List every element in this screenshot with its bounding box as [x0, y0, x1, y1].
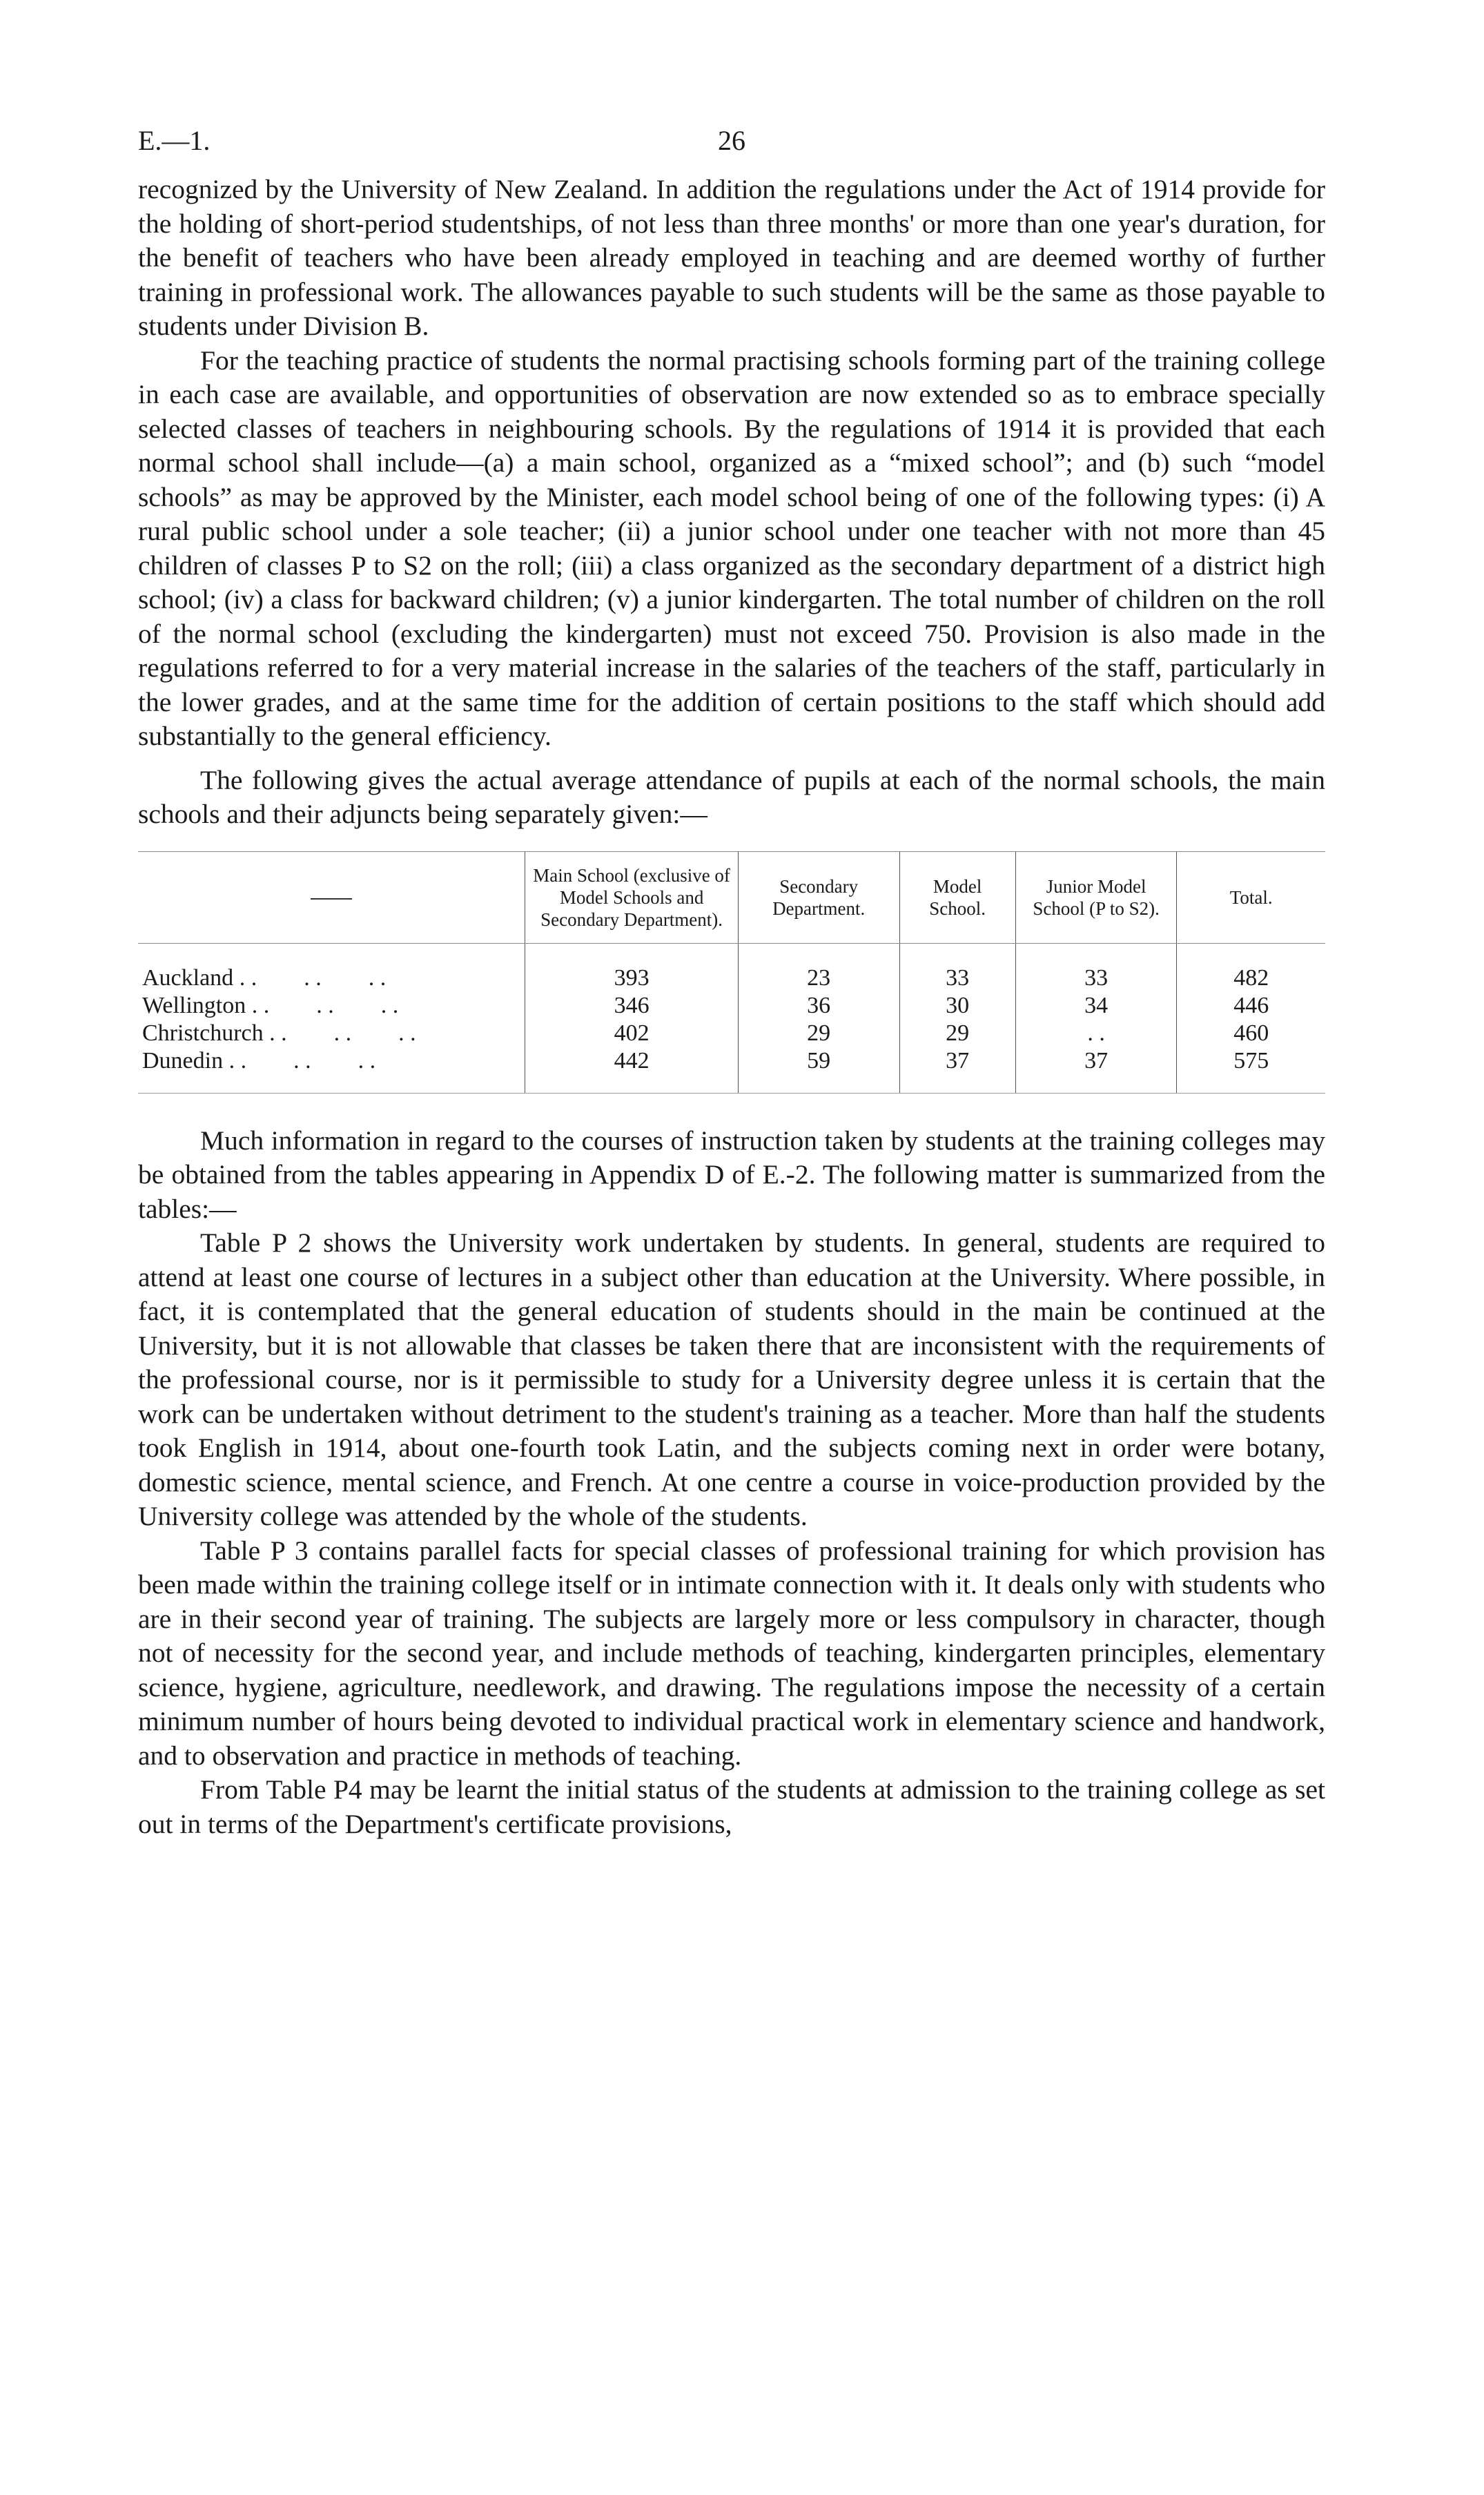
- paragraph-table-p2: Table P 2 shows the University work undertaken by students. In general, students are required to attend at least one course of lectures in a subject other than education at the University. Where possible, in fact, it is contemplated that the general education of students should in the main be continued at the University, but it is not allowable that classes be taken there that are inconsistent with the requirements of the professional course, nor is it permissible to study for a University degree unless it is certain that the work can be undertaken without detriment to the student's training as a teacher. More than half the students took English in 1914, about one-fourth took Latin, and the subjects coming next in order were botany, domestic science, mental science, and French. At one centre a course in voice-production provided by the University college was attended by the whole of the students.: [138, 1227, 1325, 1531]
- document-reference: E.—1.: [138, 125, 211, 156]
- table-row: [138, 992, 1325, 1020]
- row-name: Auckland: [142, 964, 234, 991]
- table-header-row: [138, 851, 1325, 943]
- cell-model: 30: [899, 992, 1015, 1020]
- header-junior: Junior Model School (P to S2).: [1015, 851, 1177, 943]
- cell-total: 482: [1177, 964, 1325, 992]
- cell-secondary: 29: [738, 1020, 899, 1047]
- cell-total: 446: [1177, 992, 1325, 1020]
- row-leader: . . . . . .: [228, 1047, 376, 1074]
- cell-model: 37: [899, 1047, 1015, 1075]
- header-blank: [138, 851, 525, 943]
- row-leader: . . . . . .: [269, 1020, 416, 1046]
- paragraph-table-p3: Table P 3 contains parallel facts for special classes of professional training for which provision has been made within the training college itself or in intimate connection with it. It deals only with students who are in their second year of training. The subjects are largely more or less compulsory in character, though not of necessity for the second year, and include methods of teaching, kindergarten principles, elementary science, hygiene, agriculture, needlework, and drawing. The regulations impose the necessity of a certain minimum number of hours being devoted to individual practical work in elementary science and handwork, and to observation and practice in methods of teaching.: [138, 1535, 1325, 1771]
- header-main-school: Main School (exclusive of Model Schools and Secondary Department).: [525, 851, 738, 943]
- row-leader: . . . . . .: [239, 964, 387, 991]
- row-name: Dunedin: [142, 1047, 224, 1074]
- attendance-table: [138, 851, 1325, 1094]
- cell-secondary: 36: [738, 992, 899, 1020]
- cell-main: 346: [525, 992, 738, 1020]
- header-total: Total.: [1177, 851, 1325, 943]
- cell-junior: 33: [1015, 964, 1177, 992]
- paragraph-studentships: recognized by the University of New Zealand. In addition the regulations under the Act of 1914 provide for the holding of short-period studentships, of not less than three months' or more than one year's duration, for the benefit of teachers who have been already employed in teaching and are deemed worthy of further training in professional work. The allowances payable to such students will be the same as those payable to students under Division B.: [138, 174, 1325, 341]
- header-secondary: Secondary Department.: [738, 851, 899, 943]
- page-header: [138, 117, 1325, 173]
- cell-junior: . .: [1015, 1020, 1177, 1047]
- cell-model: 29: [899, 1020, 1015, 1047]
- cell-junior: 37: [1015, 1047, 1177, 1075]
- cell-main: 393: [525, 964, 738, 992]
- paragraph-courses-intro: Much information in regard to the courses of instruction taken by students at the training colleges may be obtained from the tables appearing in Appendix D of E.-2. The following matter is summarized from the tables:—: [138, 1125, 1325, 1224]
- page-number: 26: [718, 125, 745, 156]
- table-row: [138, 1020, 1325, 1047]
- header-model: Model School.: [899, 851, 1015, 943]
- cell-total: 460: [1177, 1020, 1325, 1047]
- paragraph-attendance-intro: The following gives the actual average attendance of pupils at each of the normal schools, the main schools and their adjuncts being separately given:—: [138, 764, 1325, 829]
- row-name-cell: [138, 1020, 525, 1047]
- row-name: Christchurch: [142, 1020, 264, 1046]
- cell-junior: 34: [1015, 992, 1177, 1020]
- header-dash: [311, 898, 352, 900]
- table-row: [138, 964, 1325, 992]
- paragraph-teaching-practice: For the teaching practice of students the normal practising schools forming part of the training college in each case are available, and opportunities of observation are now extended so as to embrace specially selected classes of teachers in neighbouring schools. By the regulations of 1914 it is provided that each normal school shall include—(a) a main school, organized as a “mixed school”; and (b) such “model schools” as may be approved by the Minister, each model school being of one of the following types: (i) A rural public school under a sole teacher; (ii) a junior school under one teacher with not more than 45 children of classes P to S2 on the roll; (iii) a class organized as the secondary department of a district high school; (iv) a class for backward children; (v) a junior kindergarten. The total number of children on the roll of the normal school (excluding the kindergarten) must not exceed 750. Provision is also made in the regulations referred to for a very material increase in the salaries of the teachers of the staff, particularly in the lower grades, and at the same time for the addition of certain positions to the staff which should add substantially to the general efficiency.: [138, 344, 1325, 751]
- paragraph-table-p4: From Table P4 may be learnt the initial status of the students at admission to the training college as set out in terms of the Department's certificate provisions,: [138, 1774, 1325, 1839]
- cell-secondary: 59: [738, 1047, 899, 1075]
- row-name-cell: [138, 964, 525, 992]
- table-row: [138, 1047, 1325, 1075]
- cell-secondary: 23: [738, 964, 899, 992]
- row-name-cell: [138, 1047, 525, 1075]
- cell-total: 575: [1177, 1047, 1325, 1075]
- row-leader: . . . . . .: [251, 992, 399, 1018]
- document-page: [138, 117, 1325, 1841]
- cell-main: 402: [525, 1020, 738, 1047]
- row-name-cell: [138, 992, 525, 1020]
- cell-main: 442: [525, 1047, 738, 1075]
- cell-model: 33: [899, 964, 1015, 992]
- row-name: Wellington: [142, 992, 246, 1018]
